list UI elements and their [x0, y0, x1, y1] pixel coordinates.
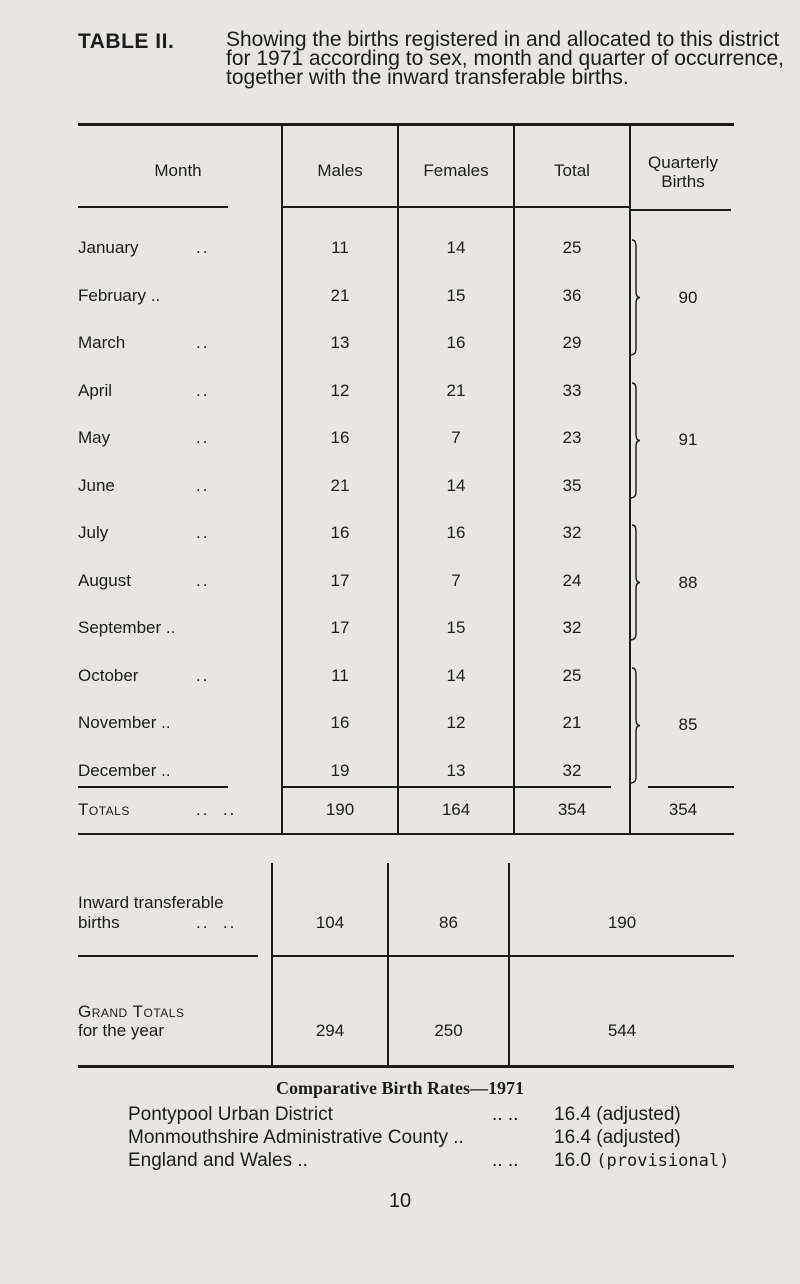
month-dots: ..: [196, 570, 210, 590]
rate-dots-2: .. ..: [492, 1150, 519, 1171]
month-dots: ..: [196, 523, 210, 542]
month-label: November ..: [78, 713, 171, 732]
month-dots: ..: [196, 238, 210, 257]
inward-bottom-rule-b: [273, 955, 734, 957]
month-females: 14: [446, 238, 466, 257]
month-males: 16: [330, 428, 350, 447]
month-males: 21: [330, 285, 350, 305]
month-label: May: [78, 428, 111, 447]
month-total: 36: [562, 285, 582, 305]
inward-dots: .. ..: [196, 913, 237, 932]
month-total: 23: [562, 428, 582, 447]
month-label: April: [78, 380, 113, 400]
month-females: 7: [451, 428, 461, 447]
grand-label-line2: for the year: [78, 1021, 164, 1040]
totals-males: 190: [325, 800, 355, 819]
month-total: 25: [562, 665, 582, 685]
rate-label-0: Pontypool Urban District: [128, 1104, 333, 1125]
month-label: September ..: [78, 618, 176, 637]
month-males: 19: [330, 760, 350, 780]
rate-label-2: England and Wales ..: [128, 1150, 308, 1171]
quarter-brace: [626, 238, 642, 357]
grand-males: 294: [315, 1021, 345, 1040]
inward-females: 86: [439, 913, 458, 932]
quarter-brace-path: [630, 668, 640, 783]
month-label: February ..: [78, 285, 161, 305]
quarter-total: 90: [678, 287, 698, 307]
month-females: 15: [446, 618, 466, 637]
table-caption: Showing the births registered in and allocated to this district for 1971 according to sex, month and quarter of occurrence, together with the inward transferable births.: [226, 28, 784, 89]
quarter-brace-path: [630, 383, 640, 498]
month-females: 14: [446, 475, 466, 495]
totals-total: 354: [557, 800, 587, 819]
inward-total: 190: [607, 913, 637, 932]
rate-value-0: 16.4 (adjusted): [554, 1104, 681, 1125]
month-total: 32: [562, 618, 582, 637]
totals-top-rule-q: [648, 786, 734, 788]
month-males: 16: [330, 523, 350, 542]
month-total: 32: [562, 523, 582, 542]
inward-males: 104: [315, 913, 345, 932]
quarter-brace: [626, 666, 642, 785]
month-total: 29: [562, 333, 582, 352]
month-dots: ..: [196, 665, 210, 685]
month-females: 14: [446, 665, 466, 685]
header-total: Total: [554, 161, 590, 180]
header-month: Month: [154, 161, 202, 180]
month-females: 13: [446, 760, 466, 780]
totals-dots: .. ..: [196, 800, 237, 819]
month-total: 32: [562, 760, 582, 780]
month-label: August: [78, 570, 131, 590]
month-females: 15: [446, 285, 466, 305]
quarter-total: 85: [678, 715, 698, 734]
quarter-total: 88: [678, 572, 698, 592]
month-label: July: [78, 523, 109, 542]
header-females: Females: [423, 161, 489, 180]
quarter-total: 91: [678, 430, 698, 449]
table-label: TABLE II.: [78, 30, 175, 53]
month-total: 24: [562, 570, 582, 590]
totals-females: 164: [441, 800, 471, 819]
month-males: 17: [330, 618, 350, 637]
month-males: 11: [331, 665, 349, 685]
month-label: December ..: [78, 760, 171, 780]
month-females: 16: [446, 523, 466, 542]
table-bottom-rule: [78, 1065, 734, 1068]
header-quarterly: Quarterly Births: [648, 153, 718, 191]
header-males: Males: [317, 161, 363, 180]
month-label: June: [78, 475, 115, 495]
month-total: 35: [562, 475, 582, 495]
rate-value-2: [554, 1150, 729, 1172]
month-males: 13: [330, 333, 350, 352]
rate-dots-0: .. ..: [492, 1104, 519, 1125]
month-dots: ..: [196, 428, 210, 447]
month-dots: ..: [196, 333, 210, 352]
month-females: 7: [451, 570, 461, 590]
quarter-brace: [626, 381, 642, 500]
month-label: October: [78, 665, 139, 685]
quarter-brace: [626, 523, 642, 642]
month-total: 25: [562, 238, 582, 257]
month-total: 21: [562, 713, 582, 732]
month-females: 21: [446, 380, 466, 400]
month-dots: ..: [196, 380, 210, 400]
grand-label-line1: Grand Totals: [78, 1002, 185, 1021]
header-rule-quarterly: [631, 209, 731, 211]
totals-bottom-rule: [78, 833, 734, 835]
totals-quarterly: 354: [668, 800, 698, 819]
month-males: 11: [331, 238, 349, 257]
page-number: 10: [388, 1190, 412, 1212]
month-males: 16: [330, 713, 350, 732]
grand-total: 544: [607, 1021, 637, 1040]
totals-top-rule-month: [78, 786, 228, 788]
table-top-rule: [78, 123, 734, 126]
rate-value-1: 16.4 (adjusted): [554, 1127, 681, 1148]
rates-title: Comparative Birth Rates—1971: [276, 1078, 524, 1098]
header-rule-month: [78, 206, 228, 208]
month-label: March: [78, 333, 126, 352]
rate-value-2-number: 16.0: [554, 1150, 591, 1171]
month-dots: ..: [196, 475, 210, 495]
inward-bottom-rule-a: [78, 955, 258, 957]
quarter-brace-path: [630, 525, 640, 640]
header-rule-mid: [281, 206, 631, 208]
births-table: [78, 123, 734, 1068]
quarter-brace-path: [630, 240, 640, 355]
month-males: 12: [330, 380, 350, 400]
totals-label: Totals: [78, 800, 130, 819]
grand-females: 250: [434, 1021, 463, 1040]
rate-value-2-note: (provisional): [596, 1151, 730, 1171]
month-females: 16: [446, 333, 466, 352]
month-males: 17: [330, 570, 350, 590]
month-total: 33: [562, 380, 582, 400]
month-males: 21: [330, 475, 350, 495]
rate-label-1: Monmouthshire Administrative County ..: [128, 1127, 464, 1148]
inward-label-line1: Inward transferable: [78, 893, 224, 912]
month-label: January: [78, 238, 139, 257]
inward-label-line2: births: [78, 913, 120, 932]
month-females: 12: [446, 713, 466, 732]
totals-top-rule-mid: [281, 786, 611, 788]
